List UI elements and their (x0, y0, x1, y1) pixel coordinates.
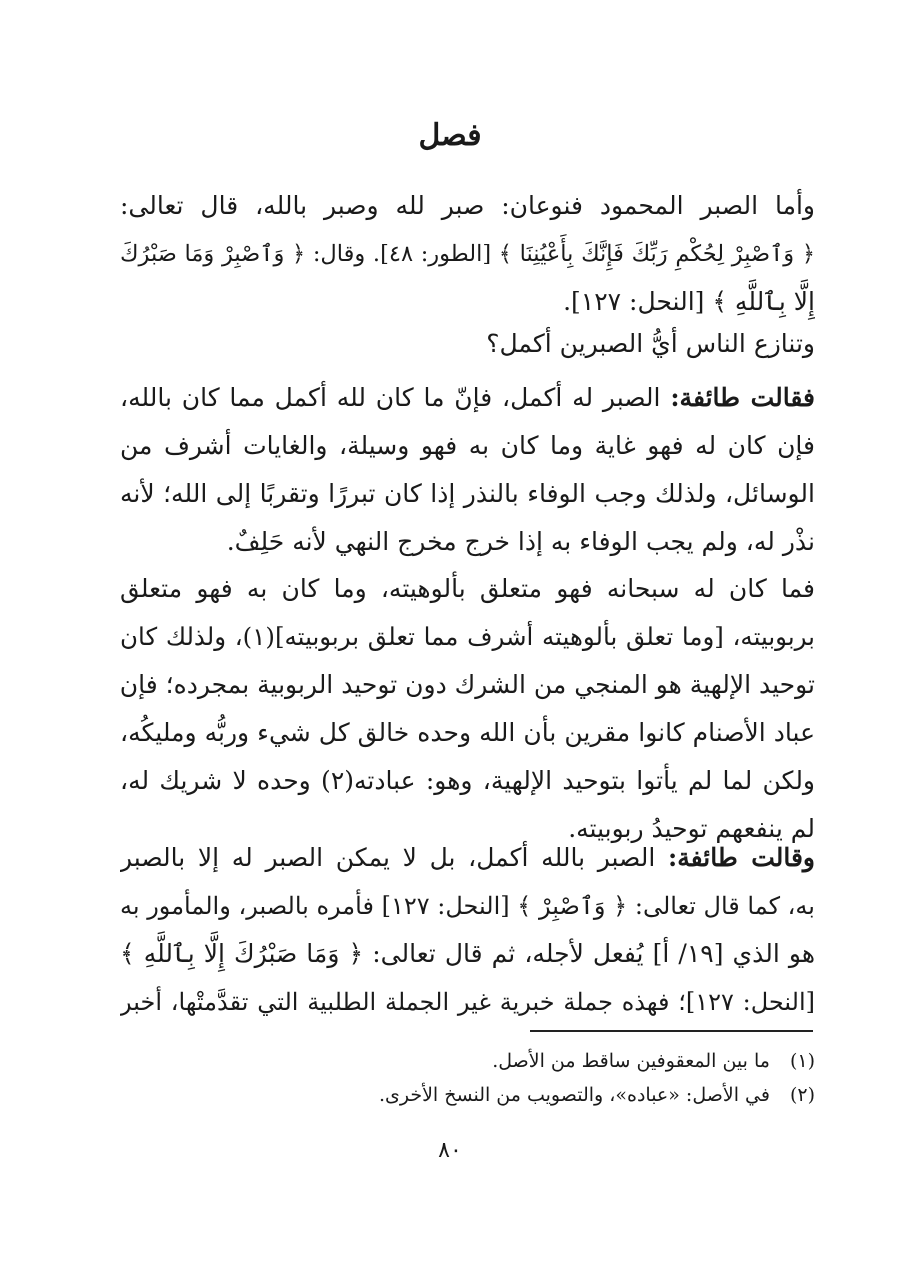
text-line: توحيد الإلهية هو المنجي من الشرك دون توحيد الربوبية بمجرده؛ فإن (120, 670, 815, 699)
footnote (120, 1044, 815, 1078)
text-line: الوسائل، ولذلك وجب الوفاء بالنذر إذا كان تبررًا وتقربًا إلى الله؛ لأنه (120, 479, 815, 508)
text-line-body: الصبر بالله أكمل، بل لا يمكن الصبر له إلا بالصبر (120, 843, 656, 872)
paragraph-3 (120, 374, 815, 566)
text-line: إِلَّا بِٱللَّهِ ﴾ [النحل: ١٢٧]. (563, 287, 815, 316)
text-line: به، كما قال تعالى: ﴿ وَٱصْبِرْ ﴾ [النحل: ١٢٧] فأمره بالصبر، والمأمور به (120, 892, 815, 920)
text-line: وتنازع الناس أيُّ الصبرين أكمل؟ (486, 329, 815, 358)
text-line: [النحل: ١٢٧]؛ فهذه جملة خبرية غير الجملة الطلبية التي تقدَّمتْها، أخبر (120, 988, 815, 1016)
paragraph-lead: وقالت طائفة: (668, 843, 815, 872)
footnotes (120, 1044, 815, 1112)
text-line: ﴿ وَٱصْبِرْ لِحُكْمِ رَبِّكَ فَإِنَّكَ بِأَعْيُنِنَا ﴾ [الطور: ٤٨]. وقال: ﴿ وَٱصْبِرْ وَمَا صَبْرُكَ (120, 241, 815, 267)
paragraph-lead: فقالت طائفة: (670, 383, 815, 412)
text-line: بربوبيته، [وما تعلق بألوهيته أشرف مما تعلق بربوبيته](١)، ولذلك كان (120, 622, 815, 651)
footnote-text: ما بين المعقوفين ساقط من الأصل. (492, 1050, 770, 1072)
footnote-divider (530, 1030, 813, 1032)
paragraph-1 (120, 182, 815, 326)
text-line: فما كان له سبحانه فهو متعلق بألوهيته، وما كان به فهو متعلق (120, 574, 815, 603)
footnote-text: في الأصل: «عباده»، والتصويب من النسخ الأخرى. (378, 1084, 770, 1106)
footnote-number: (١) (789, 1050, 815, 1072)
footnote (120, 1078, 815, 1112)
text-line (120, 374, 815, 422)
paragraph-4 (120, 565, 815, 853)
text-line (120, 834, 815, 882)
paragraph-5 (120, 834, 815, 1026)
text-line: ولكن لما لم يأتوا بتوحيد الإلهية، وهو: عبادته(٢) وحده لا شريك له، (120, 766, 815, 795)
text-line: لم ينفعهم توحيدُ ربوبيته. (568, 814, 815, 843)
paragraph-2 (120, 320, 815, 368)
text-line: فإن كان له فهو غاية وما كان به فهو وسيلة، والغايات أشرف من (120, 431, 815, 460)
page-number: ٨٠ (438, 1138, 462, 1163)
text-line: هو الذي [١٩/ أ] يُفعل لأجله، ثم قال تعالى: ﴿ وَمَا صَبْرُكَ إِلَّا بِٱللَّهِ ﴾ (120, 939, 815, 968)
text-line-body: الصبر له أكمل، فإنّ ما كان لله أكمل مما كان بالله، (120, 383, 661, 412)
section-title: فصل (418, 118, 482, 153)
footnote-number: (٢) (789, 1084, 815, 1106)
text-line: عباد الأصنام كانوا مقرين بأن الله وحده خالق كل شيء وربُّه ومليكُه، (120, 718, 815, 747)
text-line: وأما الصبر المحمود فنوعان: صبر لله وصبر بالله، قال تعالى: (120, 191, 815, 220)
text-line: نذْر له، ولم يجب الوفاء به إذا خرج مخرج النهي لأنه حَلِفٌ. (226, 527, 815, 556)
